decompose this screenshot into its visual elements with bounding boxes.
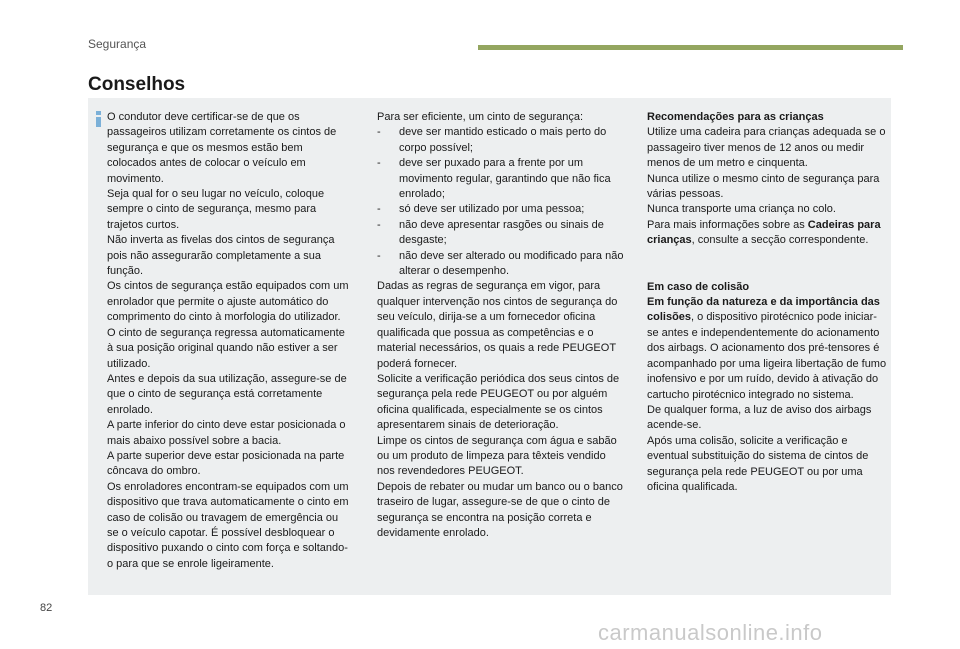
page-number: 82 [40, 602, 53, 614]
list-item: - deve ser mantido esticado o mais perto do corpo possível; [377, 126, 607, 154]
paragraph: Nunca utilize o mesmo cinto de segurança para várias pessoas. [647, 172, 880, 201]
paragraph: Dadas as regras de segurança em vigor, para qualquer intervenção nos cintos de segurança do seu veículo, dirija-se a um fornecedor oficina qualificada que possua as competências e o material necessários, os quais a rede PEUGEOT poderá fornecer. [377, 280, 618, 370]
paragraph: O condutor deve certificar-se de que os passageiros utilizam corretamente os cintos de segurança e que os mesmos estão bem colocados antes de colocar o veículo em movimento. [107, 111, 337, 185]
children-heading: Recomendações para as crianças [647, 111, 824, 123]
paragraph: Solicite a verificação periódica dos seus cintos de segurança pela rede PEUGEOT ou por alguém oficina qualificada, especialmente se os cintos apresentarem sinais de deterioração. [377, 372, 620, 432]
paragraph: Os cintos de segurança estão equipados com um enrolador que permite o ajuste automático do comprimento do cinto à morfologia do utilizador. O cinto de segurança regressa automaticamente à sua posição original quando não estiver a ser utilizado. [107, 280, 349, 370]
paragraph: Depois de rebater ou mudar um banco ou o banco traseiro de lugar, assegure-se de que o cinto de segurança se encontra na posição correta e devidamente enrolado. [377, 480, 623, 539]
paragraph: Em função da natureza e da importância das colisões, o dispositivo pirotécnico pode iniciar-se antes e independentemente do acionamento dos airbags. O acionamento dos pré-tensores é acompanhado por uma ligeira libertação de fumo inofensivo e por um ruído, devido à ativação do cartucho pirotécnico integrado no sistema. [647, 296, 887, 401]
paragraph: A parte superior deve estar posicionada na parte côncava do ombro. [107, 449, 345, 478]
paragraph: Não inverta as fivelas dos cintos de segurança pois não assegurarão completamente a sua função. [107, 234, 335, 278]
column-2 [377, 110, 625, 541]
watermark: carmanualsonline.info [598, 620, 823, 645]
info-icon [94, 111, 103, 127]
paragraph: Utilize uma cadeira para crianças adequada se o passageiro tiver menos de 12 anos ou medir menos de um metro e cinquenta. [647, 126, 886, 170]
paragraph: Seja qual for o seu lugar no veículo, coloque sempre o cinto de segurança, mesmo para trajetos curtos. [107, 188, 325, 231]
column-3 [647, 110, 887, 495]
list-intro: Para ser eficiente, um cinto de segurança: [377, 111, 584, 123]
collision-heading: Em caso de colisão [647, 280, 750, 293]
page-title: Conselhos [88, 74, 186, 95]
list-item: - deve ser puxado para a frente por um movimento regular, garantindo que não fica enrolado; [377, 157, 611, 201]
paragraph: Após uma colisão, solicite a verificação e eventual substituição do sistema de cintos de segurança pela rede PEUGEOT ou por uma oficina qualificada. [647, 434, 869, 493]
paragraph: Nunca transporte uma criança no colo. [647, 203, 836, 216]
paragraph: Para mais informações sobre as Cadeiras para crianças, consulte a secção correspondente. [647, 218, 881, 247]
paragraph: Limpe os cintos de segurança com água e sabão ou um produto de limpeza para têxteis vendido nos revendedores PEUGEOT. [377, 434, 617, 478]
paragraph: Antes e depois da sua utilização, assegure-se de que o cinto de segurança está corretamente enrolado. [107, 372, 347, 416]
list-item: - não deve apresentar rasgões ou sinais de desgaste; [377, 218, 604, 247]
column-1 [107, 110, 351, 572]
list-item: - não deve ser alterado ou modificado para não alterar o desempenho. [377, 249, 624, 278]
paragraph: De qualquer forma, a luz de aviso dos airbags acende-se. [647, 403, 872, 432]
list-item: - só deve ser utilizado por uma pessoa; [377, 203, 585, 216]
paragraph: A parte inferior do cinto deve estar posicionada o mais abaixo possível sobre a bacia. [107, 419, 346, 447]
paragraph: Os enroladores encontram-se equipados com um dispositivo que trava automaticamente o cinto em caso de colisão ou travagem de emergência ou se o veículo capotar. É possível desbloquear o dispositivo puxando o cinto com força e soltando-o para que se enrole ligeiramente. [107, 480, 349, 570]
section-title: Segurança [88, 37, 147, 51]
header-bar [478, 45, 903, 50]
